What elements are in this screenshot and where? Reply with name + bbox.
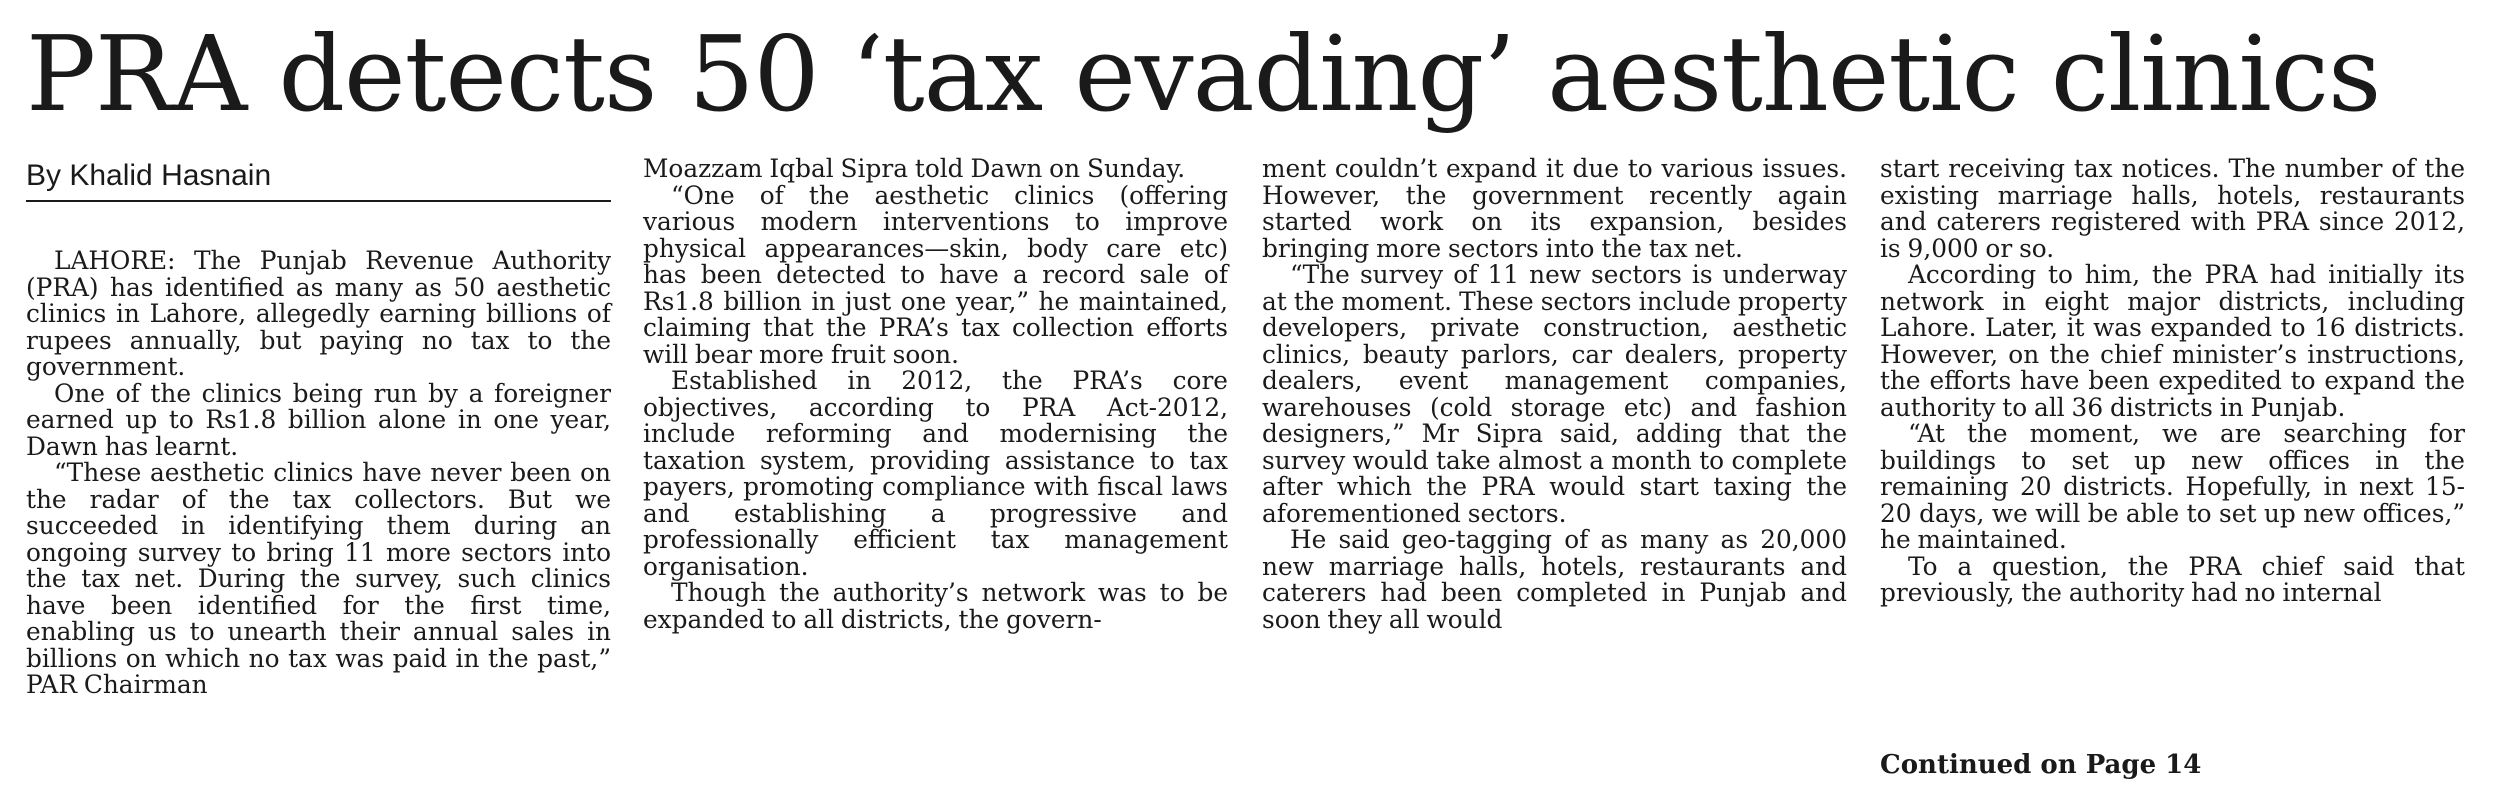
paragraph: Established in 2012, the PRA’s core objectives, according to PRA Act-2012, include reforming and modernising the taxation system, providing assistance to tax payers, promoting compliance with fiscal laws and establishing a progressive and professionally efficient tax management organisation. bbox=[643, 366, 1228, 581]
article-column-4 bbox=[1880, 156, 2465, 607]
paragraph: start receiving tax notices. The number of the existing marriage halls, hotels, restaurants and caterers registered with PRA since 2012, is 9,000 or so. bbox=[1880, 154, 2465, 263]
paragraph: ment couldn’t expand it due to various issues. However, the government recently again started work on its expansion, besides bringing more sectors into the tax net. bbox=[1262, 154, 1847, 263]
paragraph: “At the moment, we are searching for buildings to set up new offices in the remaining 20 districts. Hopefully, in next 15-20 days, we will be able to set up new offices,” he maintained. bbox=[1880, 419, 2465, 554]
paragraph: “The survey of 11 new sectors is underway at the moment. These sectors include property developers, private construction, aesthetic clinics, beauty parlors, car dealers, property dealers, event management companies, warehouses (cold storage etc) and fashion designers,” Mr Sipra said, adding that the survey would take almost a month to complete after which the PRA would start taxing the aforementioned sectors. bbox=[1262, 260, 1847, 528]
continued-on-page-link[interactable]: Continued on Page 14 bbox=[1880, 750, 2202, 780]
paragraph: One of the clinics being run by a foreigner earned up to Rs1.8 billion alone in one year, Dawn has learnt. bbox=[26, 378, 611, 461]
byline: By Khalid Hasnain bbox=[26, 156, 611, 202]
article-column-2 bbox=[643, 156, 1228, 633]
article-column-1 bbox=[26, 248, 611, 699]
paragraph: Moazzam Iqbal Sipra told Dawn on Sunday. bbox=[643, 154, 1186, 183]
paragraph: Though the authority’s network was to be expanded to all districts, the govern- bbox=[643, 578, 1228, 634]
paragraph: “One of the aesthetic clinics (offering various modern interventions to improve physical appearances—skin, body care etc) has been detected to have a record sale of Rs1.8 billion in just one year,” he maintained, claiming that the PRA’s tax collection efforts will bear more fruit soon. bbox=[643, 180, 1228, 369]
paragraph: LAHORE: The Punjab Revenue Authority (PRA) has identified as many as 50 aesthetic clinics in Lahore, allegedly earning billions of rupees annually, but paying no tax to the government. bbox=[26, 246, 611, 381]
article-column-3 bbox=[1262, 156, 1847, 633]
paragraph: To a question, the PRA chief said that previously, the authority had no internal bbox=[1880, 551, 2465, 607]
paragraph: “These aesthetic clinics have never been on the radar of the tax collectors. But we succeeded in identifying them during an ongoing survey to bring 11 more sectors into the tax net. During the survey, such clinics have been identified for the first time, enabling us to unearth their annual sales in billions on which no tax was paid in the past,” PAR Chairman bbox=[26, 458, 611, 699]
paragraph: According to him, the PRA had initially its network in eight major districts, including Lahore. Later, it was expanded to 16 districts. However, on the chief minister’s instructions, the efforts have been expedited to expand the authority to all 36 districts in Punjab. bbox=[1880, 260, 2465, 422]
headline: PRA detects 50 ‘tax evading’ aesthetic clinics bbox=[26, 13, 2381, 135]
paragraph: He said geo-tagging of as many as 20,000 new marriage halls, hotels, restaurants and caterers had been completed in Punjab and soon they all would bbox=[1262, 525, 1847, 634]
